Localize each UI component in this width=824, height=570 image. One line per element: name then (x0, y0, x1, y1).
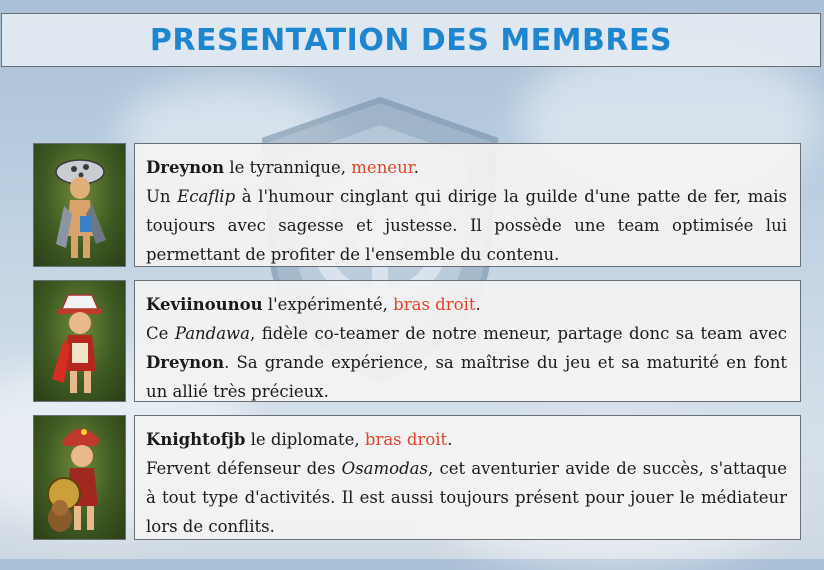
character-class: Ecaflip (177, 187, 236, 206)
punctuation: . (475, 295, 481, 314)
member-role: bras droit (393, 295, 476, 314)
character-avatar (33, 143, 126, 267)
member-role: meneur (351, 158, 414, 177)
member-role: bras droit (364, 430, 448, 449)
member-name: Keviinounou (146, 295, 263, 314)
member-epithet: le tyrannique, (224, 158, 352, 177)
character-avatar (33, 415, 126, 540)
punctuation: . (413, 158, 420, 177)
description-text: à l'humour cinglant qui dirige la guilde d'une patte de fer, mais toujours avec sagesse et justesse. Il possède une team optimisée lui permettant de profiter de l'ensemble du contenu. (146, 187, 787, 264)
description-text: , fidèle co-teamer de notre meneur, partage donc sa team avec (250, 324, 787, 343)
title-banner (1, 13, 821, 67)
osamodas-character-icon (34, 416, 126, 540)
description-text: Ce (146, 324, 175, 343)
punctuation: . (447, 430, 453, 449)
member-description (134, 280, 801, 402)
description-text: Fervent défenseur des (146, 459, 342, 478)
description-text: . Sa grande expérience, sa maîtrise du jeu et sa maturité en font un allié très précieux. (146, 353, 787, 401)
character-avatar (33, 280, 126, 402)
description-text: Un (146, 187, 178, 206)
pandawa-character-icon (34, 281, 126, 402)
character-class: Osamodas (341, 459, 428, 478)
member-reference: Dreynon (146, 353, 225, 372)
description-text: , cet aventurier avide de succès, s'attaque à tout type d'activités. Il est aussi toujours présent pour jouer le médiateur lors de conflits. (146, 459, 787, 536)
member-description (134, 143, 801, 267)
ecaflip-character-icon (34, 144, 126, 267)
member-name: Knightofjb (146, 430, 246, 449)
character-class: Pandawa (174, 324, 251, 343)
member-epithet: l'expérimenté, (262, 295, 394, 314)
page-title: PRESENTATION DES MEMBRES (149, 22, 673, 58)
member-description (134, 415, 801, 540)
member-epithet: le diplomate, (245, 430, 365, 449)
member-name: Dreynon (146, 158, 225, 177)
